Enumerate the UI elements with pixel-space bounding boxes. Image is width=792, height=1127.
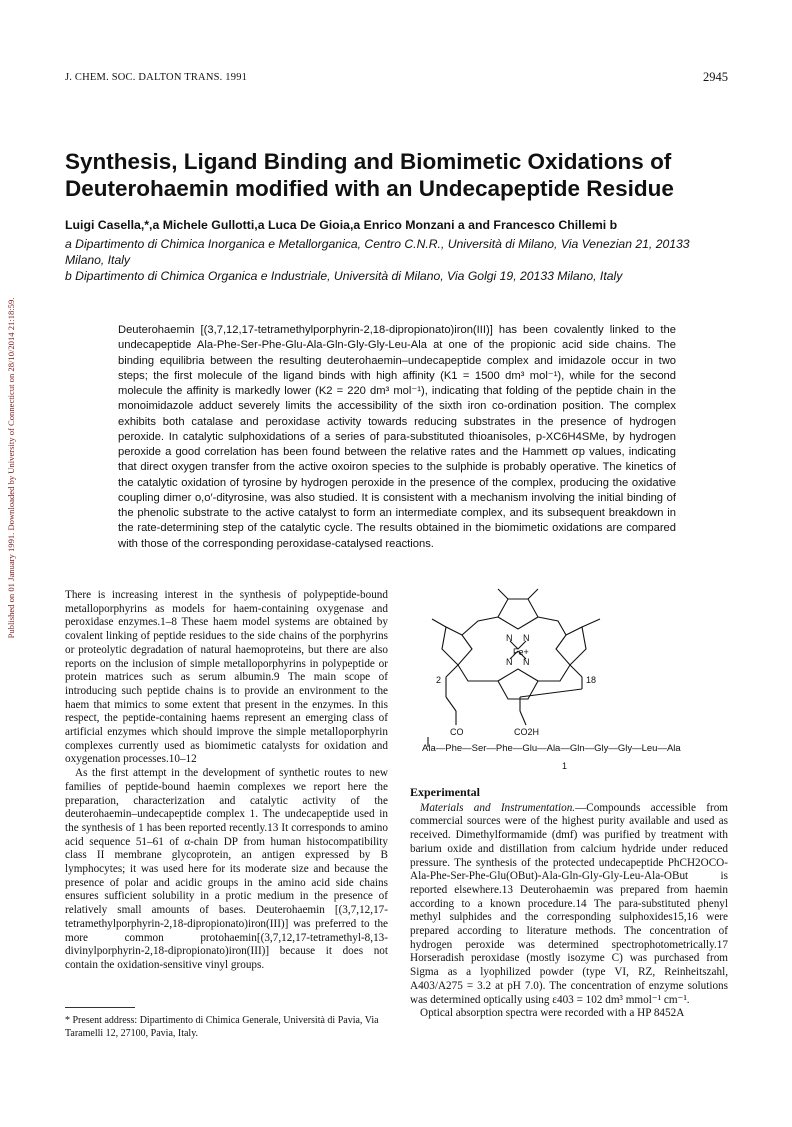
article-title: Synthesis, Ligand Binding and Biomimetic Oxidations of Deuterohaemin modified with an Undecapeptide Residue — [65, 149, 674, 201]
compound-number: 1 — [562, 761, 568, 771]
n-atom-label: N — [506, 657, 513, 667]
co2h-label: CO2H — [514, 727, 540, 737]
position-18-label: 18 — [586, 675, 597, 685]
iron-label: Fe+ — [513, 647, 529, 657]
right-column — [410, 786, 728, 1021]
spectra-paragraph: Optical absorption spectra were recorded with a HP 8452A — [420, 1007, 685, 1020]
intro-paragraph-1: There is increasing interest in the synthesis of polypeptide-bound metalloporphyrins as models for haem-containing oxygenase and peroxidase enzymes.1–8 These haem model systems are obtained by covalent linking of peptide residues to the side chains of the porphyrins or proteolytic degradation of natural haemoproteins, but there are also reports on the inclusion of simple metalloporphyrins in polypeptide or protein matrices such as serum albumin.9 The main scope of introducing such peptide chains is to provide an environment to the haem that mimics to some extent that present in the enzymes. In this respect, the peptide-containing haems represent an emerging class of artificial enzymes which should improve the simple metalloporphyrin complexes currently used as biomimetic catalysts for oxidation and oxygenation processes.10–12 — [65, 589, 388, 766]
materials-lead: Materials and Instrumentation. — [420, 801, 576, 814]
left-column — [65, 589, 388, 973]
intro-paragraph-2: As the first attempt in the development of synthetic routes to new families of peptide-bound haemin complexes we report here the preparation, characterization and catalytic activity of the deuterohaemin–undecapeptide complex 1. The undecapeptide used in the synthesis of 1 has been reported recently.13 It corresponds to amino acid sequence 51–61 of α-chain DP from human histocompatibility class II membrane glycoprotein, an antigen expressed by B lymphocytes; it was used here for its moderate size and because the presence of polar and acidic groups in the amino acid side chains ensures sufficient solubility in a protic medium in the presence of relatively small amounts of bases. Deuterohaemin [(3,7,12,17-tetramethylporphyrin-2,18-dipropionato)iron(III)] was preferred to the more common protohaemin[(3,7,12,17-tetramethyl-8,13-divinylporphyrin-2,18-dipropionato)iron(III)] because it does not contain the oxidation-sensitive vinyl groups. — [65, 767, 388, 971]
materials-paragraph — [410, 802, 728, 1008]
author-list: Luigi Casella,*,a Michele Gullotti,a Luca De Gioia,a Enrico Monzani a and Francesco Chillemi b — [65, 218, 618, 232]
n-atom-label: N — [523, 633, 530, 643]
affiliation-b: b Dipartimento di Chimica Organica e Industriale, Università di Milano, Via Golgi 19, 20133 Milano, Italy — [65, 269, 623, 283]
materials-text: —Compounds accessible from commercial sources were of the highest purity available and used as received. Dimethylformamide (dmf) was purified by treatment with barium oxide and distillation from calcium hydride under reduced pressure. The synthesis of the protected undecapeptide PhCH2OCO-Ala-Phe-Ser-Phe-Glu(OBut)-Ala-Gln-Gly-Gly-Leu-Ala-OBut is reported elsewhere.13 Deuterohaemin was prepared from haemin according to a known procedure.14 The para-substituted phenyl methyl sulphides and the corresponding sulphoxides15,16 were prepared according to literature methods. The concentration of hydrogen peroxide was determined spectrophotometrically.17 Horseradish peroxidase (mostly isozyme C) was purchased from Sigma as a lyophilized powder (type VI, RZ, Reinheitszahl, A403/A275 = 3.2 at pH 7.0). The concentration of enzyme solutions was determined optically using ε403 = 102 dm³ mmol⁻¹ cm⁻¹. — [410, 801, 728, 1006]
affiliation-a: a Dipartimento di Chimica Inorganica e Metallorganica, Centro C.N.R., Università di Milano, Via Venezian 21, 20133 Milano, Italy — [65, 237, 690, 267]
journal-header: J. CHEM. SOC. DALTON TRANS. 1991 — [65, 72, 248, 83]
n-atom-label: N — [523, 657, 530, 667]
n-atom-label: N — [506, 633, 513, 643]
watermark-text: Published on 01 January 1991. Downloaded by University of Connecticut on 28/10/2014 21:18:59. — [6, 297, 16, 639]
experimental-heading: Experimental — [410, 785, 480, 799]
co-label: CO — [450, 727, 464, 737]
page-number: 2945 — [703, 70, 728, 84]
footnote-rule — [65, 1007, 135, 1008]
position-2-label: 2 — [436, 675, 442, 685]
download-watermark — [4, 248, 18, 688]
footnote: * Present address: Dipartimento di Chimica Generale, Università di Pavia, Via Taramelli 12, 27100, Pavia, Italy. — [65, 1015, 379, 1039]
compound-1-structure — [410, 585, 730, 775]
abstract: Deuterohaemin [(3,7,12,17-tetramethylporphyrin-2,18-dipropionato)iron(III)] has been covalently linked to the undecapeptide Ala-Phe-Ser-Phe-Glu-Ala-Gln-Gly-Gly-Leu-Ala at one of the propionic acid side chains. The binding equilibria between the resulting deuterohaemin–undecapeptide complex and imidazole occur in two steps; the first molecule of the ligand binds with high affinity (K1 = 1500 dm³ mol⁻¹), while for the second molecule the affinity is markedly lower (K2 = 220 dm³ mol⁻¹), indicating that folding of the peptide chain in the monoimidazole adduct severely limits the accessibility of the sixth iron co-ordination position. The complex exhibits both catalase and peroxidase activity towards reducing substrates in the presence of hydrogen peroxide. In catalytic sulphoxidations of a series of para-substituted thioanisoles, p-XC6H4SMe, by hydrogen peroxide a good correlation has been found between the relative rates and the Hammett σp values, indicating that direct oxygen transfer from the active oxoiron species to the sulphide is probably operative. The kinetics of the catalytic oxidation of tyrosine by hydrogen peroxide in the presence of the complex, producing the oxidative coupling dimer o,o′-dityrosine, was also studied. It is consistent with a mechanism involving the initial binding of the phenolic substrate to the active catalyst to form an intermediate complex, and its subsequent breakdown in the rate-determining step of the catalytic cycle. The results obtained in the biomimetic oxidations are compared with those of the corresponding peroxidase-catalysed reactions. — [118, 324, 676, 550]
peptide-sequence: Ala—Phe—Ser—Phe—Glu—Ala—Gln—Gly—Gly—Leu—Ala — [422, 743, 681, 754]
